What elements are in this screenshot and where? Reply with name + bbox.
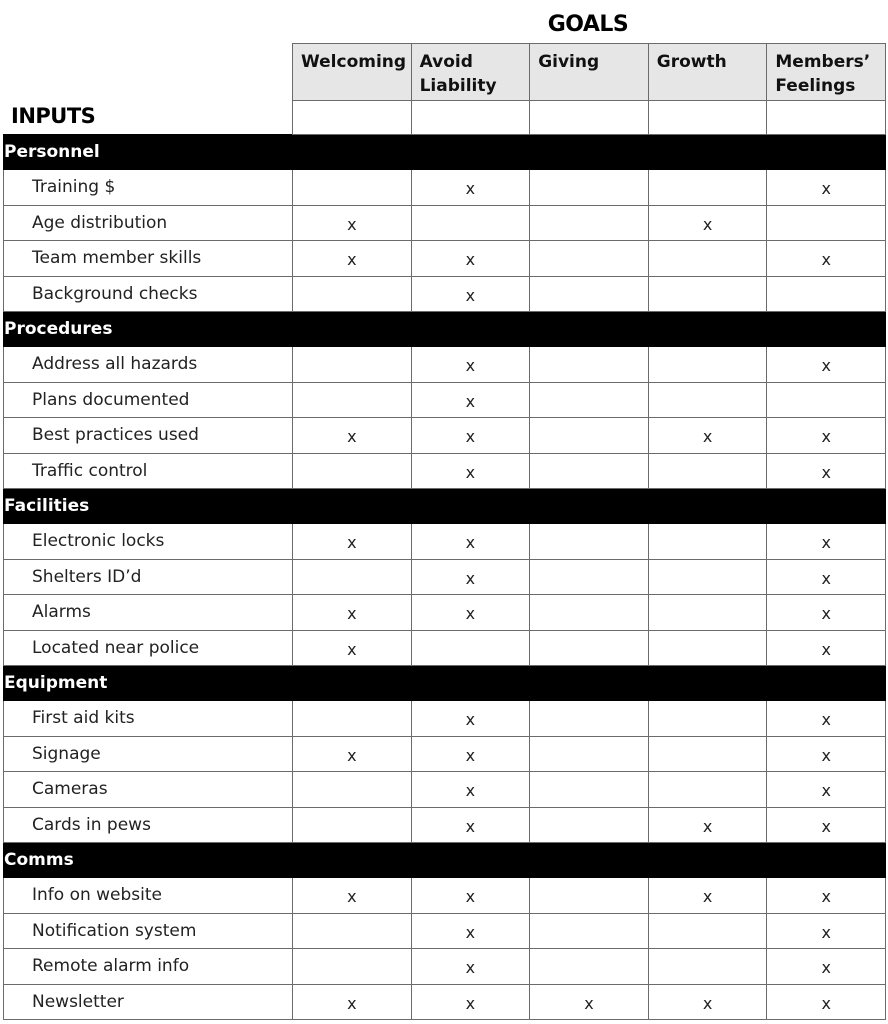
goal-mark-cell: x [411,347,530,383]
input-label: Cameras [4,772,293,808]
goal-mark-cell: x [767,241,886,277]
matrix-body [4,135,886,1020]
empty-cell [767,382,886,418]
empty-cell [648,453,767,489]
input-label: Traffic control [4,453,293,489]
goal-mark-cell: x [411,241,530,277]
goal-spacer-row [4,101,886,135]
empty-cell [293,559,412,595]
goal-mark-cell: x [767,807,886,843]
goal-mark-cell: x [648,205,767,241]
goal-mark-cell: x [411,418,530,454]
empty-cell [530,524,649,560]
goal-mark-cell: x [293,418,412,454]
input-row [4,630,886,666]
inputs-title: INPUTS [11,104,96,128]
input-label: Signage [4,736,293,772]
empty-cell [530,595,649,631]
category-label: Comms [4,843,886,878]
goal-mark-cell: x [411,524,530,560]
goal-spacer-cell [648,101,767,135]
empty-cell [293,170,412,206]
empty-cell [293,276,412,312]
goal-mark-cell: x [767,595,886,631]
empty-cell [648,595,767,631]
input-row [4,736,886,772]
empty-cell [648,347,767,383]
input-row [4,453,886,489]
goal-mark-cell: x [411,382,530,418]
goal-header-row [4,44,886,101]
empty-cell [767,205,886,241]
goal-mark-cell: x [648,984,767,1020]
empty-cell [767,276,886,312]
input-label: Info on website [4,878,293,914]
empty-cell [293,382,412,418]
empty-cell [530,807,649,843]
input-row [4,418,886,454]
empty-cell [648,701,767,737]
goal-mark-cell: x [767,559,886,595]
empty-cell [648,524,767,560]
empty-cell [530,418,649,454]
goal-mark-cell: x [293,595,412,631]
category-label: Personnel [4,135,886,170]
input-label: Plans documented [4,382,293,418]
input-row [4,524,886,560]
goal-mark-cell: x [411,772,530,808]
input-row [4,382,886,418]
input-row [4,701,886,737]
input-row [4,807,886,843]
empty-cell [293,772,412,808]
empty-cell [648,913,767,949]
goal-spacer-cell [767,101,886,135]
empty-cell [530,347,649,383]
category-row [4,312,886,347]
empty-cell [530,559,649,595]
empty-cell [293,949,412,985]
goal-header-welcoming: Welcoming [293,44,412,101]
input-row [4,205,886,241]
empty-cell [648,949,767,985]
input-label: First aid kits [4,701,293,737]
goal-mark-cell: x [411,807,530,843]
empty-cell [648,736,767,772]
input-label: Team member skills [4,241,293,277]
goal-mark-cell: x [411,913,530,949]
goal-mark-cell: x [411,276,530,312]
empty-cell [648,170,767,206]
goal-mark-cell: x [293,630,412,666]
empty-cell [293,807,412,843]
goal-header-members-feelings: Members’ Feelings [767,44,886,101]
goal-mark-cell: x [767,347,886,383]
input-label: Alarms [4,595,293,631]
goal-mark-cell: x [648,418,767,454]
empty-cell [530,630,649,666]
goal-mark-cell: x [293,878,412,914]
category-label: Procedures [4,312,886,347]
input-row [4,984,886,1020]
empty-cell [530,205,649,241]
goal-header-giving: Giving [530,44,649,101]
goal-mark-cell: x [411,878,530,914]
goal-mark-cell: x [648,807,767,843]
input-label: Newsletter [4,984,293,1020]
goal-mark-cell: x [767,984,886,1020]
input-label: Best practices used [4,418,293,454]
empty-cell [530,772,649,808]
goal-mark-cell: x [293,736,412,772]
empty-cell [648,382,767,418]
goal-mark-cell: x [767,913,886,949]
input-row [4,878,886,914]
input-label: Cards in pews [4,807,293,843]
goal-mark-cell: x [767,949,886,985]
input-label: Located near police [4,630,293,666]
goal-spacer-cell [293,101,412,135]
input-row [4,595,886,631]
empty-cell [411,205,530,241]
goal-mark-cell: x [767,736,886,772]
goal-mark-cell: x [411,949,530,985]
input-row [4,772,886,808]
goal-mark-cell: x [411,736,530,772]
empty-cell [530,170,649,206]
goal-mark-cell: x [767,524,886,560]
goal-mark-cell: x [411,595,530,631]
empty-cell [530,878,649,914]
empty-cell [411,630,530,666]
goal-mark-cell: x [411,170,530,206]
goal-mark-cell: x [411,559,530,595]
goals-title: GOALS [547,12,629,37]
goal-mark-cell: x [767,772,886,808]
goal-mark-cell: x [648,878,767,914]
category-row [4,666,886,701]
header-corner [4,44,293,101]
input-row [4,559,886,595]
input-label: Shelters ID’d [4,559,293,595]
empty-cell [530,241,649,277]
empty-cell [293,701,412,737]
goal-mark-cell: x [293,241,412,277]
input-label: Address all hazards [4,347,293,383]
category-row [4,843,886,878]
input-row [4,913,886,949]
input-row [4,347,886,383]
input-label: Remote alarm info [4,949,293,985]
goal-mark-cell: x [530,984,649,1020]
empty-cell [293,453,412,489]
empty-cell [530,382,649,418]
empty-cell [293,913,412,949]
empty-cell [530,701,649,737]
goals-inputs-matrix [3,43,886,1020]
goal-mark-cell: x [411,984,530,1020]
goal-mark-cell: x [767,170,886,206]
input-label: Notification system [4,913,293,949]
goal-mark-cell: x [293,524,412,560]
input-label: Age distribution [4,205,293,241]
goal-mark-cell: x [767,878,886,914]
input-label: Electronic locks [4,524,293,560]
goal-spacer-cell [530,101,649,135]
category-row [4,135,886,170]
empty-cell [530,453,649,489]
empty-cell [293,347,412,383]
goal-header-avoid-liability: Avoid Liability [411,44,530,101]
input-label: Training $ [4,170,293,206]
goal-mark-cell: x [767,630,886,666]
goal-header-growth: Growth [648,44,767,101]
empty-cell [648,630,767,666]
goal-mark-cell: x [293,984,412,1020]
goal-mark-cell: x [767,701,886,737]
empty-cell [530,949,649,985]
goal-mark-cell: x [293,205,412,241]
empty-cell [648,772,767,808]
category-label: Facilities [4,489,886,524]
input-row [4,241,886,277]
empty-cell [648,276,767,312]
empty-cell [530,913,649,949]
category-row [4,489,886,524]
empty-cell [648,241,767,277]
goal-mark-cell: x [411,453,530,489]
input-label: Background checks [4,276,293,312]
goal-mark-cell: x [767,418,886,454]
empty-cell [530,276,649,312]
goal-mark-cell: x [767,453,886,489]
category-label: Equipment [4,666,886,701]
goal-mark-cell: x [411,701,530,737]
goal-spacer-cell [411,101,530,135]
empty-cell [648,559,767,595]
input-row [4,276,886,312]
input-row [4,170,886,206]
input-row [4,949,886,985]
empty-cell [530,736,649,772]
